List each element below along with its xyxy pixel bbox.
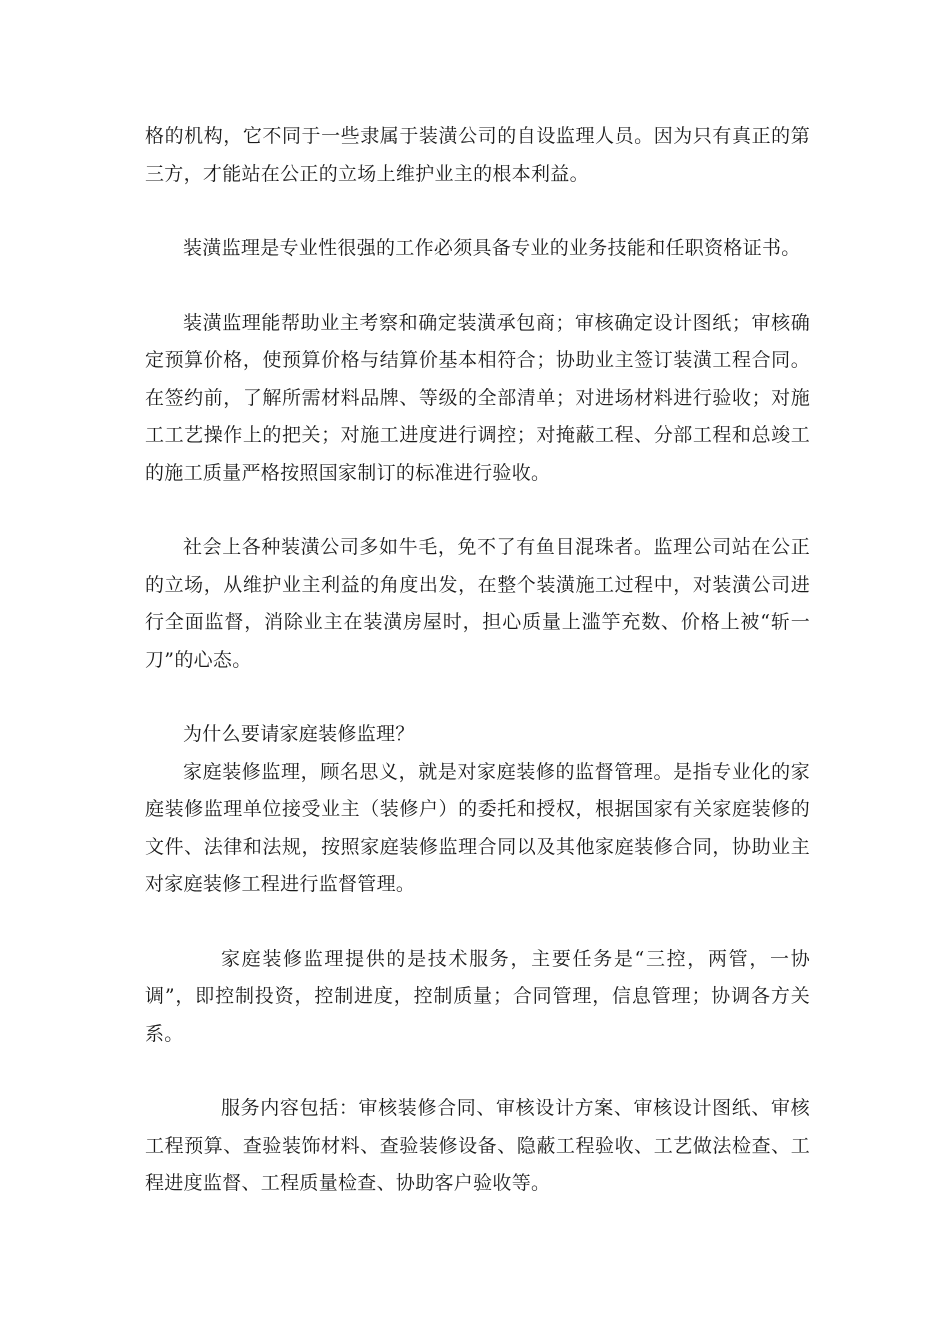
paragraph-qualification: 装潢监理是专业性很强的工作必须具备专业的业务技能和任职资格证书。 [183, 237, 801, 259]
paragraph-gap [145, 492, 810, 529]
paragraph-market-situation: 社会上各种装潢公司多如牛毛，免不了有鱼目混珠者。监理公司站在公正的立场，从维护业主利益的角度出发，在整个装潢施工过程中，对装潢公司进行全面监督，消除业主在装潢房屋时，担心质量上滥竽充数、价格上被“斩一刀”的心态。 [145, 536, 810, 671]
section-question: 为什么要请家庭装修监理？ [183, 723, 415, 745]
paragraph-gap [145, 1053, 810, 1090]
paragraph-definition: 家庭装修监理，顾名思义，就是对家庭装修的监督管理。是指专业化的家庭装修监理单位接受业主（装修户）的委托和授权，根据国家有关家庭装修的文件、法律和法规，按照家庭装修监理合同以及其他家庭装修合同，协助业主对家庭装修工程进行监督管理。 [145, 760, 810, 895]
paragraph-main-tasks: 家庭装修监理提供的是技术服务，主要任务是“三控，两管，一协调”，即控制投资，控制进度，控制质量；合同管理，信息管理；协调各方关系。 [145, 947, 810, 1045]
document-body [145, 118, 810, 1203]
paragraph-continuation: 格的机构，它不同于一些隶属于装潢公司的自设监理人员。因为只有真正的第三方，才能站在公正的立场上维护业主的根本利益。 [145, 125, 810, 185]
paragraph-service-contents: 服务内容包括：审核装修合同、审核设计方案、审核设计图纸、审核工程预算、查验装饰材料、查验装修设备、隐蔽工程验收、工艺做法检查、工程进度监督、工程质量检查、协助客户验收等。 [145, 1097, 810, 1194]
paragraph-gap [145, 268, 810, 305]
paragraph-gap [145, 679, 810, 716]
paragraph-supervision-duties: 装潢监理能帮助业主考察和确定装潢承包商；审核确定设计图纸；审核确定预算价格，使预算价格与结算价基本相符合；协助业主签订装潢工程合同。在签约前，了解所需材料品牌、等级的全部清单；对进场材料进行验收；对施工工艺操作上的把关；对施工进度进行调控；对掩蔽工程、分部工程和总竣工的施工质量严格按照国家制订的标准进行验收。 [145, 311, 810, 484]
paragraph-gap [145, 904, 810, 941]
paragraph-gap [145, 193, 810, 230]
